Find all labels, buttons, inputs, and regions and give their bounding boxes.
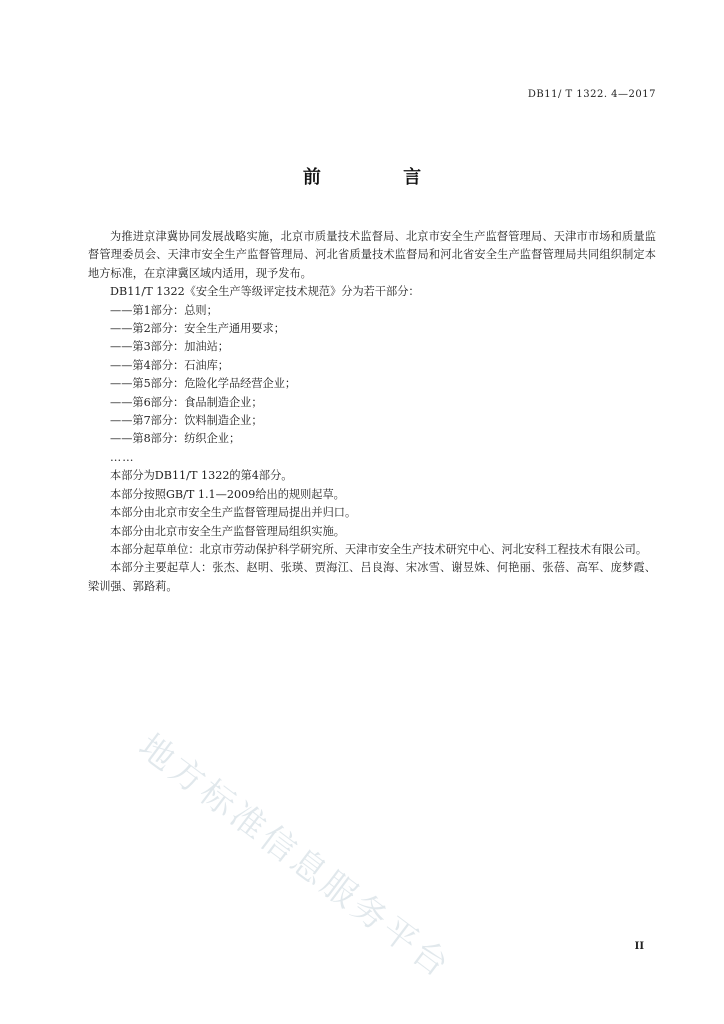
list-item: ——第4部分：石油库； <box>110 358 229 372</box>
list-item: ——第2部分：安全生产通用要求； <box>110 322 285 336</box>
page-title: 前 言 <box>302 167 460 188</box>
list-ellipsis: …… <box>110 450 135 464</box>
foreword-body <box>88 228 656 596</box>
list-item: ——第8部分：纺织企业； <box>110 432 241 446</box>
page-number: II <box>634 941 644 952</box>
this-part-statement: 本部分为DB11/T 1322的第4部分。 <box>110 469 293 483</box>
list-item: ——第7部分：饮料制造企业； <box>110 414 263 428</box>
parts-intro-paragraph: DB11/T 1322《安全生产等级评定技术规范》分为若干部分： <box>110 285 420 299</box>
list-item: ——第6部分：食品制造企业； <box>110 395 263 409</box>
watermark: 地方标准信息服务平台 <box>131 726 459 988</box>
list-item: ——第5部分：危险化学品经营企业； <box>110 377 297 391</box>
intro-paragraph: 为推进京津冀协同发展战略实施，北京市质量技术监督局、北京市安全生产监督管理局、天津市市场和质量监督管理委员会、天津市安全生产监督管理局、河北省质量技术监督局和河北省安全生产监督管理局共同组织制定本地方标准，在京津冀区域内适用，现予发布。 <box>88 230 656 280</box>
organized-by-statement: 本部分由北京市安全生产监督管理局组织实施。 <box>110 524 345 538</box>
list-item: ——第3部分：加油站； <box>110 340 229 354</box>
proposed-by-statement: 本部分由北京市安全生产监督管理局提出并归口。 <box>110 506 357 520</box>
drafting-units-statement: 本部分起草单位：北京市劳动保护科学研究所、天津市安全生产技术研究中心、河北安科工程技术有限公司。 <box>110 542 648 556</box>
drafting-rules-statement: 本部分按照GB/T 1.1—2009给出的规则起草。 <box>110 487 345 501</box>
parts-list <box>88 302 656 468</box>
list-item: ——第1部分：总则； <box>110 303 218 317</box>
document-code: DB11/ T 1322. 4—2017 <box>527 89 656 100</box>
drafters-statement: 本部分主要起草人：张杰、赵明、张瑛、贾海江、吕良海、宋冰雪、谢昱姝、何艳丽、张蓓、高军、庞梦霞、梁训强、郭路莉。 <box>88 561 656 593</box>
